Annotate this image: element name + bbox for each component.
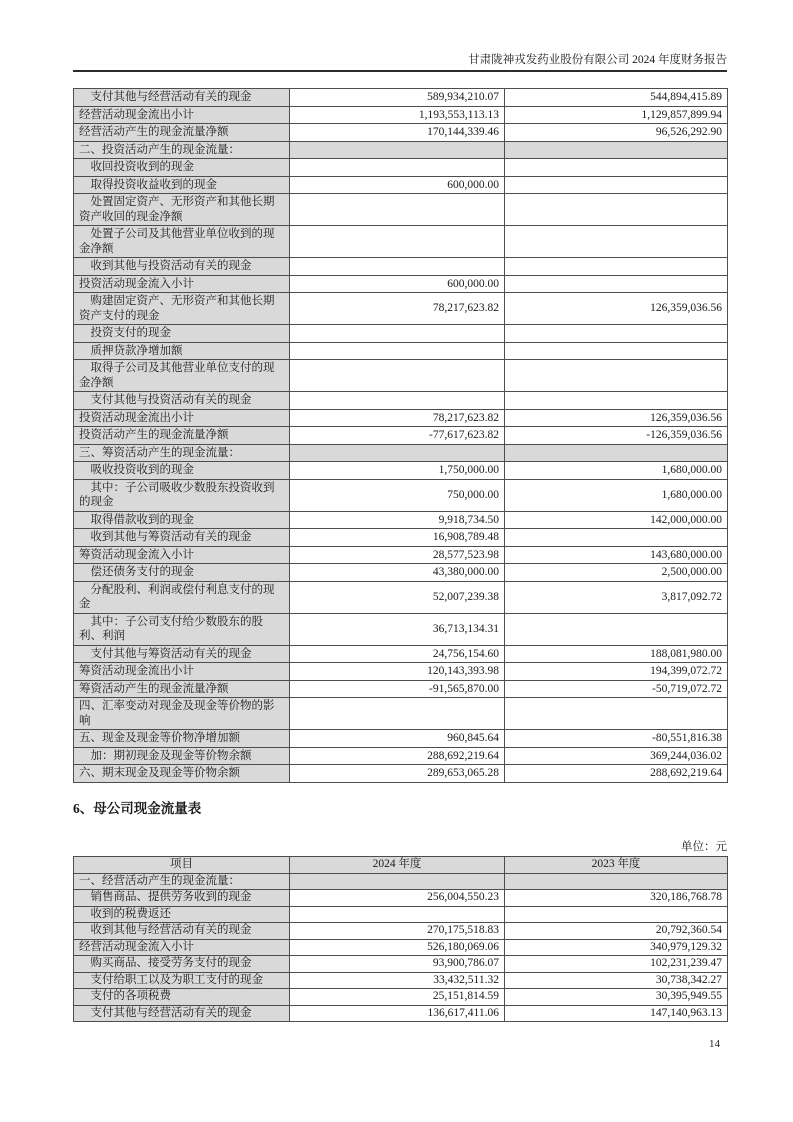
row-label: 四、汇率变动对现金及现金等价物的影响 xyxy=(74,698,290,730)
row-label: 支付其他与投资活动有关的现金 xyxy=(74,392,290,410)
row-value-2024: 33,432,511.32 xyxy=(290,972,505,989)
table-row xyxy=(74,663,728,681)
table-row xyxy=(74,444,728,462)
consolidated-cash-flow-table xyxy=(73,88,728,783)
table-row xyxy=(74,124,728,142)
row-value-2024: 589,934,210.07 xyxy=(290,89,505,107)
row-label: 六、期末现金及现金等价物余额 xyxy=(74,765,290,783)
row-label: 经营活动现金流出小计 xyxy=(74,106,290,124)
row-label: 投资活动现金流出小计 xyxy=(74,409,290,427)
row-value-2023: 102,231,239.47 xyxy=(505,956,728,973)
row-value-2023 xyxy=(505,159,728,177)
table-row xyxy=(74,258,728,276)
row-value-2024: 288,692,219.64 xyxy=(290,747,505,765)
row-value-2024: 52,007,239.38 xyxy=(290,581,505,613)
row-label: 取得投资收益收到的现金 xyxy=(74,176,290,194)
page-number: 14 xyxy=(709,1038,720,1050)
row-value-2023 xyxy=(505,698,728,730)
table-row xyxy=(74,765,728,783)
row-value-2024: 600,000.00 xyxy=(290,275,505,293)
row-label: 二、投资活动产生的现金流量： xyxy=(74,141,290,159)
table-row xyxy=(74,293,728,325)
row-label: 收到其他与经营活动有关的现金 xyxy=(74,923,290,940)
table-row xyxy=(74,939,728,956)
table-row xyxy=(74,698,728,730)
table-row xyxy=(74,730,728,748)
row-value-2024: 43,380,000.00 xyxy=(290,564,505,582)
row-value-2023: 96,526,292.90 xyxy=(505,124,728,142)
row-value-2024: 170,144,339.46 xyxy=(290,124,505,142)
table-row xyxy=(74,972,728,989)
table-row xyxy=(74,275,728,293)
table-row xyxy=(74,409,728,427)
table-row xyxy=(74,923,728,940)
row-value-2023: 20,792,360.54 xyxy=(505,923,728,940)
row-value-2023: 147,140,963.13 xyxy=(505,1005,728,1022)
table-row xyxy=(74,325,728,343)
row-value-2023 xyxy=(505,613,728,645)
table-header-row xyxy=(74,857,728,874)
header-rule xyxy=(73,70,727,72)
table-row xyxy=(74,873,728,890)
row-value-2023: -80,551,816.38 xyxy=(505,730,728,748)
row-label: 处置子公司及其他营业单位收到的现金净额 xyxy=(74,226,290,258)
row-value-2024: 16,908,789.48 xyxy=(290,529,505,547)
row-value-2023 xyxy=(505,873,728,890)
row-label: 经营活动现金流入小计 xyxy=(74,939,290,956)
row-value-2024: 526,180,069.06 xyxy=(290,939,505,956)
table-row xyxy=(74,890,728,907)
row-label: 收到其他与投资活动有关的现金 xyxy=(74,258,290,276)
row-value-2024: 78,217,623.82 xyxy=(290,293,505,325)
row-label: 其中：子公司吸收少数股东投资收到的现金 xyxy=(74,479,290,511)
section-title: 6、母公司现金流量表 xyxy=(73,801,202,816)
table-row xyxy=(74,194,728,226)
table-row xyxy=(74,581,728,613)
report-header-title: 甘肃陇神戎发药业股份有限公司 2024 年度财务报告 xyxy=(468,54,727,66)
row-value-2024: 25,151,814.59 xyxy=(290,989,505,1006)
row-value-2023 xyxy=(505,176,728,194)
table-row xyxy=(74,906,728,923)
row-value-2023: 320,186,768.78 xyxy=(505,890,728,907)
row-value-2024: 24,756,154.60 xyxy=(290,645,505,663)
column-header-2024: 2024 年度 xyxy=(290,857,505,874)
table-row xyxy=(74,747,728,765)
row-value-2023: -126,359,036.56 xyxy=(505,427,728,445)
row-label: 购建固定资产、无形资产和其他长期资产支付的现金 xyxy=(74,293,290,325)
table-row xyxy=(74,564,728,582)
row-label: 收回投资收到的现金 xyxy=(74,159,290,177)
row-label: 支付其他与筹资活动有关的现金 xyxy=(74,645,290,663)
row-label: 购买商品、接受劳务支付的现金 xyxy=(74,956,290,973)
parent-cash-flow-table xyxy=(73,856,728,1022)
row-value-2024: 120,143,393.98 xyxy=(290,663,505,681)
row-label: 收到的税费返还 xyxy=(74,906,290,923)
row-label: 支付给职工以及为职工支付的现金 xyxy=(74,972,290,989)
table-row xyxy=(74,613,728,645)
table-row xyxy=(74,342,728,360)
column-header-2023: 2023 年度 xyxy=(505,857,728,874)
row-label: 支付其他与经营活动有关的现金 xyxy=(74,89,290,107)
row-value-2024 xyxy=(290,141,505,159)
row-value-2023 xyxy=(505,226,728,258)
table-row xyxy=(74,511,728,529)
row-value-2024 xyxy=(290,325,505,343)
row-value-2024: 600,000.00 xyxy=(290,176,505,194)
table-row xyxy=(74,89,728,107)
row-value-2024 xyxy=(290,360,505,392)
row-value-2024 xyxy=(290,444,505,462)
row-value-2024 xyxy=(290,194,505,226)
table-row xyxy=(74,427,728,445)
row-value-2024 xyxy=(290,159,505,177)
row-label: 五、现金及现金等价物净增加额 xyxy=(74,730,290,748)
row-value-2024 xyxy=(290,873,505,890)
row-label: 筹资活动产生的现金流量净额 xyxy=(74,680,290,698)
table-row xyxy=(74,989,728,1006)
row-label: 支付的各项税费 xyxy=(74,989,290,1006)
table-row xyxy=(74,680,728,698)
row-value-2023 xyxy=(505,529,728,547)
table-row xyxy=(74,529,728,547)
row-label: 三、筹资活动产生的现金流量： xyxy=(74,444,290,462)
table-row xyxy=(74,479,728,511)
row-label: 投资支付的现金 xyxy=(74,325,290,343)
table-row xyxy=(74,159,728,177)
row-value-2024 xyxy=(290,342,505,360)
table-row xyxy=(74,176,728,194)
table-row xyxy=(74,226,728,258)
unit-label: 单位：元 xyxy=(681,841,727,853)
parent-cash-flow-table-wrap xyxy=(73,856,728,1022)
row-value-2024: 256,004,550.23 xyxy=(290,890,505,907)
row-value-2023: 2,500,000.00 xyxy=(505,564,728,582)
row-value-2023: 142,000,000.00 xyxy=(505,511,728,529)
row-label: 支付其他与经营活动有关的现金 xyxy=(74,1005,290,1022)
row-label: 取得借款收到的现金 xyxy=(74,511,290,529)
row-label: 质押贷款净增加额 xyxy=(74,342,290,360)
row-value-2024: 960,845.64 xyxy=(290,730,505,748)
row-value-2023: 288,692,219.64 xyxy=(505,765,728,783)
row-label: 其中：子公司支付给少数股东的股利、利润 xyxy=(74,613,290,645)
row-label: 投资活动现金流入小计 xyxy=(74,275,290,293)
row-value-2024 xyxy=(290,392,505,410)
row-value-2024: 750,000.00 xyxy=(290,479,505,511)
row-value-2023 xyxy=(505,325,728,343)
table-row xyxy=(74,956,728,973)
table-row xyxy=(74,141,728,159)
row-value-2023: 194,399,072.72 xyxy=(505,663,728,681)
row-value-2023 xyxy=(505,392,728,410)
row-value-2023: 1,680,000.00 xyxy=(505,479,728,511)
row-value-2023: -50,719,072.72 xyxy=(505,680,728,698)
row-value-2023 xyxy=(505,342,728,360)
table-row xyxy=(74,462,728,480)
table-row xyxy=(74,1005,728,1022)
row-value-2024: 270,175,518.83 xyxy=(290,923,505,940)
row-value-2023 xyxy=(505,141,728,159)
table-row xyxy=(74,106,728,124)
row-value-2024: 1,750,000.00 xyxy=(290,462,505,480)
row-value-2024: -77,617,623.82 xyxy=(290,427,505,445)
row-label: 偿还债务支付的现金 xyxy=(74,564,290,582)
row-value-2023: 126,359,036.56 xyxy=(505,293,728,325)
row-value-2024 xyxy=(290,226,505,258)
row-value-2024: 36,713,134.31 xyxy=(290,613,505,645)
row-value-2024 xyxy=(290,698,505,730)
row-value-2023: 1,129,857,899.94 xyxy=(505,106,728,124)
row-label: 收到其他与筹资活动有关的现金 xyxy=(74,529,290,547)
row-value-2024 xyxy=(290,258,505,276)
row-label: 处置固定资产、无形资产和其他长期资产收回的现金净额 xyxy=(74,194,290,226)
row-value-2023: 340,979,129.32 xyxy=(505,939,728,956)
table-row xyxy=(74,546,728,564)
row-value-2023: 188,081,980.00 xyxy=(505,645,728,663)
row-value-2023 xyxy=(505,275,728,293)
row-value-2024: 289,653,065.28 xyxy=(290,765,505,783)
row-value-2024: 28,577,523.98 xyxy=(290,546,505,564)
row-value-2024: 136,617,411.06 xyxy=(290,1005,505,1022)
row-label: 筹资活动现金流出小计 xyxy=(74,663,290,681)
row-value-2024: 1,193,553,113.13 xyxy=(290,106,505,124)
row-value-2024 xyxy=(290,906,505,923)
row-value-2023: 544,894,415.89 xyxy=(505,89,728,107)
table-row xyxy=(74,392,728,410)
row-value-2023: 369,244,036.02 xyxy=(505,747,728,765)
row-label: 取得子公司及其他营业单位支付的现金净额 xyxy=(74,360,290,392)
row-value-2023: 30,738,342.27 xyxy=(505,972,728,989)
row-value-2023 xyxy=(505,906,728,923)
consolidated-cash-flow-table-wrap xyxy=(73,88,728,783)
row-value-2023 xyxy=(505,258,728,276)
row-value-2023 xyxy=(505,360,728,392)
row-value-2023 xyxy=(505,194,728,226)
row-label: 分配股利、利润或偿付利息支付的现金 xyxy=(74,581,290,613)
row-value-2024: 9,918,734.50 xyxy=(290,511,505,529)
row-value-2023: 30,395,949.55 xyxy=(505,989,728,1006)
table-row xyxy=(74,645,728,663)
row-label: 投资活动产生的现金流量净额 xyxy=(74,427,290,445)
row-value-2023: 143,680,000.00 xyxy=(505,546,728,564)
row-label: 经营活动产生的现金流量净额 xyxy=(74,124,290,142)
row-value-2024: 78,217,623.82 xyxy=(290,409,505,427)
row-value-2023: 126,359,036.56 xyxy=(505,409,728,427)
row-label: 加：期初现金及现金等价物余额 xyxy=(74,747,290,765)
row-value-2023 xyxy=(505,444,728,462)
row-label: 销售商品、提供劳务收到的现金 xyxy=(74,890,290,907)
row-value-2024: 93,900,786.07 xyxy=(290,956,505,973)
row-label: 一、经营活动产生的现金流量： xyxy=(74,873,290,890)
table-row xyxy=(74,360,728,392)
row-value-2023: 1,680,000.00 xyxy=(505,462,728,480)
row-value-2023: 3,817,092.72 xyxy=(505,581,728,613)
column-header-item: 项目 xyxy=(74,857,290,874)
row-label: 吸收投资收到的现金 xyxy=(74,462,290,480)
row-label: 筹资活动现金流入小计 xyxy=(74,546,290,564)
row-value-2024: -91,565,870.00 xyxy=(290,680,505,698)
